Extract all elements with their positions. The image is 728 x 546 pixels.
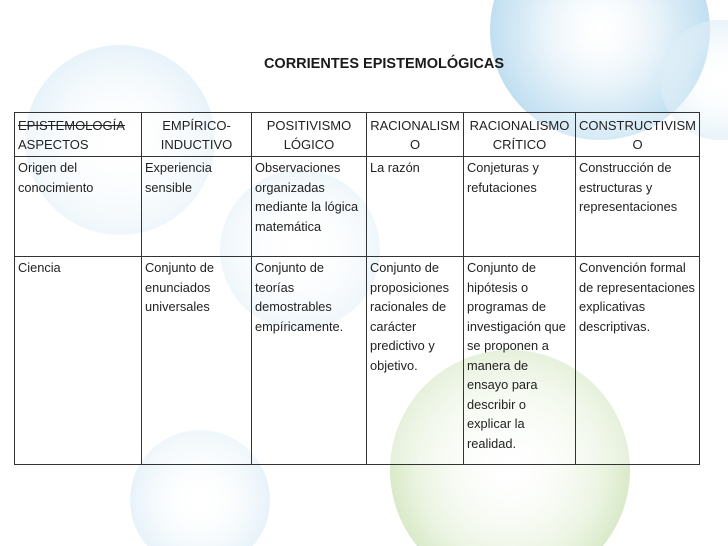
aspect-cell: Origen del conocimiento [15, 157, 142, 257]
table-cell: Observaciones organizadas mediante la lógica matemática [252, 157, 367, 257]
table-cell: Conjunto de teorías demostrables empíricamente. [252, 257, 367, 465]
page-title: CORRIENTES EPISTEMOLÓGICAS [263, 56, 505, 72]
table-cell: Conjunto de proposiciones racionales de carácter predictivo y objetivo. [367, 257, 464, 465]
header-constructivismo: CONSTRUCTIVISMO [576, 113, 700, 157]
header-racionalismo: RACIONALISMO [367, 113, 464, 157]
header-aspectos: ASPECTOS [18, 137, 89, 152]
table-row [15, 157, 700, 257]
epistemology-table [14, 112, 700, 465]
header-epistemologia: EPISTEMOLOGÍA [18, 118, 125, 133]
table-cell: La razón [367, 157, 464, 257]
header-row [15, 113, 700, 157]
header-corner-cell [15, 113, 142, 157]
table-cell: Convención formal de representaciones explicativas descriptivas. [576, 257, 700, 465]
table-cell: Conjeturas y refutaciones [464, 157, 576, 257]
table-cell: Conjunto de enunciados universales [142, 257, 252, 465]
header-positivismo-logico: POSITIVISMO LÓGICO [252, 113, 367, 157]
table-cell: Experiencia sensible [142, 157, 252, 257]
table-cell: Conjunto de hipótesis o programas de investigación que se proponen a manera de ensayo para describir o explicar la realidad. [464, 257, 576, 465]
table-cell: Construcción de estructuras y representaciones [576, 157, 700, 257]
header-empirico-inductivo: EMPÍRICO-INDUCTIVO [142, 113, 252, 157]
header-racionalismo-critico: RACIONALISMO CRÍTICO [464, 113, 576, 157]
aspect-cell: Ciencia [15, 257, 142, 465]
table-row [15, 257, 700, 465]
